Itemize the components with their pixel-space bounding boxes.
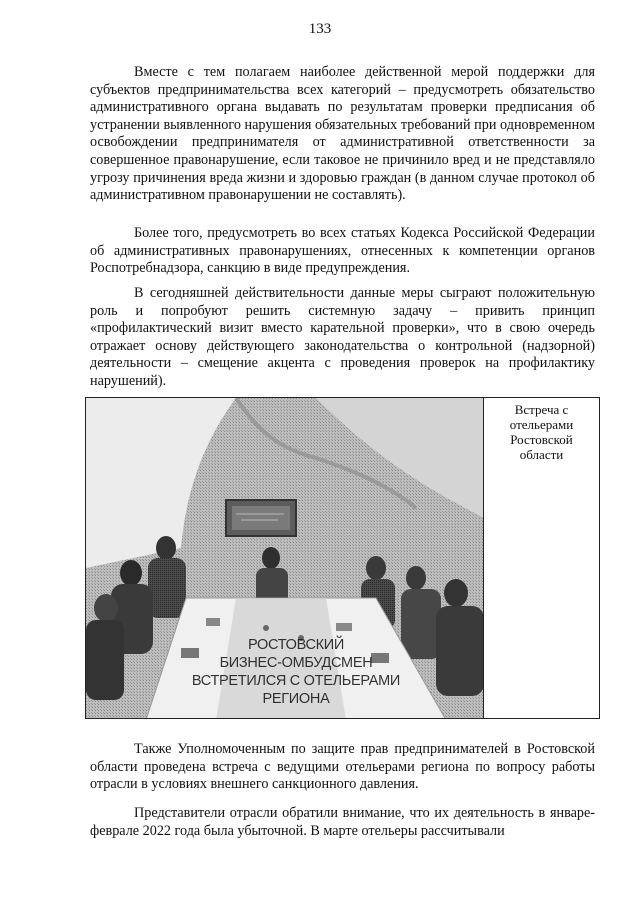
paragraph-support-measures: Вместе с тем полагаем наиболее действенной мерой поддержки для субъектов предпринимательства всех категорий – предусмотреть обязательство административного органа выдавать по результатам проверки предписания об устранении выявленного нарушения обязательных требований при одновременном освобождении предпринимателя от административной ответственности за совершенное правонарушение, если таковое не причинило вред и не представляло угрозу причинения вреда жизни и здоровью граждан (в данном случае протокол об административном правонарушении не составлять). <box>90 64 595 204</box>
overlay-line: БИЗНЕС-ОМБУДСМЕН <box>219 655 373 671</box>
paragraph-prevention-principle: В сегодняшней действительности данные меры сыграют положительную роль и попробуют решить системную задачу – привить принцип «профилактический визит вместо карательной проверки», что в свою очередь отражает основу действующего законодательства о контрольной (надзорной) деятельности – смещение акцента с проведения проверок на профилактику нарушений). <box>90 285 595 389</box>
overlay-line: ВСТРЕТИЛСЯ С ОТЕЛЬЕРАМИ <box>191 673 401 689</box>
page-number: 133 <box>308 21 332 37</box>
photo-table <box>85 397 600 719</box>
meeting-photo <box>86 398 484 718</box>
paragraph-koap-warning: Более того, предусмотреть во всех статьях Кодекса Российской Федерации об административных правонарушениях, отнесенных к компетенции органов Роспотребнадзора, санкцию в виде предупреждения. <box>90 225 595 277</box>
paragraph-industry-losses: Представители отрасли обратили внимание, что их деятельность в январе-феврале 2022 года была убыточной. В марте отельеры рассчитывали <box>90 805 595 839</box>
photo-caption-overlay <box>146 636 446 708</box>
photo-caption: Встреча с отельерами Ростовской области <box>509 402 574 462</box>
overlay-line: РЕГИОНА <box>262 691 330 707</box>
paragraph-hoteliers-meeting: Также Уполномоченным по защите прав предпринимателей в Ростовской области проведена встреча с ведущими отельерами региона по вопросу работы отрасли в условиях внешнего санкционного давления. <box>90 741 595 793</box>
overlay-line: РОСТОВСКИЙ <box>247 637 345 653</box>
